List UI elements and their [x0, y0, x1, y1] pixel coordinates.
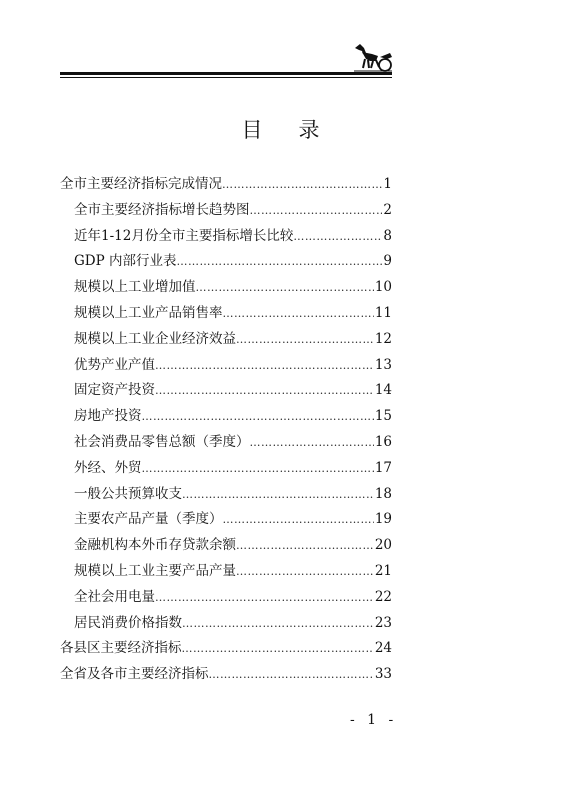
- toc-entry-page: 33: [374, 666, 392, 683]
- toc-dot-leader: [236, 565, 374, 578]
- toc-entry-title: 固定资产投资: [74, 382, 155, 399]
- toc-entry[interactable]: [60, 275, 392, 301]
- toc-entry-page: 15: [374, 408, 392, 425]
- toc-entry-title: 全市主要经济指标完成情况: [60, 176, 222, 192]
- toc-entry[interactable]: [60, 172, 392, 198]
- page-title: 目录: [241, 118, 356, 142]
- toc-entry-page: 8: [383, 227, 392, 244]
- toc-entry[interactable]: [60, 378, 392, 404]
- toc-entry-page: 18: [374, 485, 392, 502]
- toc-entry[interactable]: [60, 636, 392, 662]
- toc-entry-title: 房地产投资: [74, 408, 142, 425]
- toc-entry[interactable]: [60, 559, 392, 585]
- toc-entry[interactable]: [60, 404, 392, 430]
- horse-chariot-logo-icon: [352, 42, 394, 76]
- toc-entry-page: 22: [374, 588, 392, 605]
- toc-entry-title: 近年1-12月份全市主要指标增长比较: [74, 227, 294, 244]
- toc-entry-page: 20: [374, 537, 392, 554]
- toc-entry-page: 19: [374, 511, 392, 528]
- toc-entry-page: 2: [383, 201, 392, 218]
- toc-entry-title: 规模以上工业主要产品产量: [74, 562, 236, 579]
- toc-entry-page: 24: [374, 640, 392, 657]
- toc-entry[interactable]: [60, 507, 392, 533]
- toc-entry[interactable]: [60, 353, 392, 379]
- header-rule-thin: [60, 77, 392, 78]
- toc-entry-title: 金融机构本外币存贷款余额: [74, 537, 236, 554]
- toc-entry-page: 21: [374, 562, 392, 579]
- toc-entry[interactable]: [60, 327, 392, 353]
- toc-entry-page: 12: [374, 330, 392, 347]
- toc-dot-leader: [222, 178, 382, 191]
- toc-dot-leader: [155, 359, 374, 372]
- toc-entry-title: 全市主要经济指标增长趋势图: [74, 201, 250, 218]
- toc-dot-leader: [223, 307, 374, 320]
- toc-entry-title: 外经、外贸: [74, 459, 142, 476]
- toc-entry[interactable]: [60, 662, 392, 688]
- toc-entry-page: 17: [374, 459, 392, 476]
- toc-entry-page: 13: [374, 356, 392, 373]
- toc-dot-leader: [155, 384, 374, 397]
- toc-entry-title: 居民消费价格指数: [74, 614, 182, 631]
- toc-dot-leader: [142, 462, 374, 475]
- toc-entry[interactable]: [60, 533, 392, 559]
- page-number: - 1 -: [350, 712, 398, 728]
- toc-entry-page: 16: [374, 433, 392, 450]
- toc-entry-title: 各县区主要经济指标: [60, 640, 182, 657]
- toc-entry[interactable]: [60, 301, 392, 327]
- toc-entry-title: 全社会用电量: [74, 588, 155, 605]
- toc-dot-leader: [293, 230, 382, 243]
- toc-entry-title: 社会消费品零售总额（季度）: [74, 433, 250, 450]
- toc-entry[interactable]: [60, 611, 392, 637]
- toc-entry-title: 规模以上工业企业经济效益: [74, 330, 236, 347]
- toc-entry-page: 23: [374, 614, 392, 631]
- toc-entry-page: 1: [383, 176, 392, 192]
- toc-entry[interactable]: [60, 430, 392, 456]
- toc-entry[interactable]: [60, 585, 392, 611]
- toc-entry-page: 11: [374, 304, 392, 321]
- toc-entry-page: 9: [383, 253, 392, 270]
- toc-dot-leader: [223, 513, 374, 526]
- toc-dot-leader: [250, 204, 383, 217]
- toc-dot-leader: [236, 539, 374, 552]
- toc-entry[interactable]: [60, 249, 392, 275]
- toc-dot-leader: [209, 668, 374, 681]
- toc-entry[interactable]: [60, 198, 392, 224]
- toc-entry-title: 规模以上工业产品销售率: [74, 304, 223, 321]
- toc-entry-page: 10: [374, 279, 392, 296]
- table-of-contents: [60, 172, 392, 688]
- toc-dot-leader: [182, 642, 374, 655]
- header-rule-thick: [60, 72, 392, 75]
- toc-dot-leader: [182, 488, 374, 501]
- toc-dot-leader: [176, 255, 382, 268]
- toc-dot-leader: [236, 333, 374, 346]
- toc-dot-leader: [142, 410, 374, 423]
- toc-dot-leader: [196, 281, 374, 294]
- toc-entry-title: 规模以上工业增加值: [74, 279, 196, 296]
- toc-entry-title: 一般公共预算收支: [74, 485, 182, 502]
- toc-dot-leader: [182, 617, 374, 630]
- toc-entry[interactable]: [60, 224, 392, 250]
- toc-entry-page: 14: [374, 382, 392, 399]
- toc-dot-leader: [250, 436, 374, 449]
- toc-entry[interactable]: [60, 482, 392, 508]
- toc-entry-title: 主要农产品产量（季度）: [74, 511, 223, 528]
- toc-entry[interactable]: [60, 456, 392, 482]
- toc-entry-title: 全省及各市主要经济指标: [60, 666, 209, 683]
- toc-entry-title: 优势产业产值: [74, 356, 155, 373]
- toc-entry-title: GDP 内部行业表: [74, 253, 177, 270]
- toc-dot-leader: [155, 591, 374, 604]
